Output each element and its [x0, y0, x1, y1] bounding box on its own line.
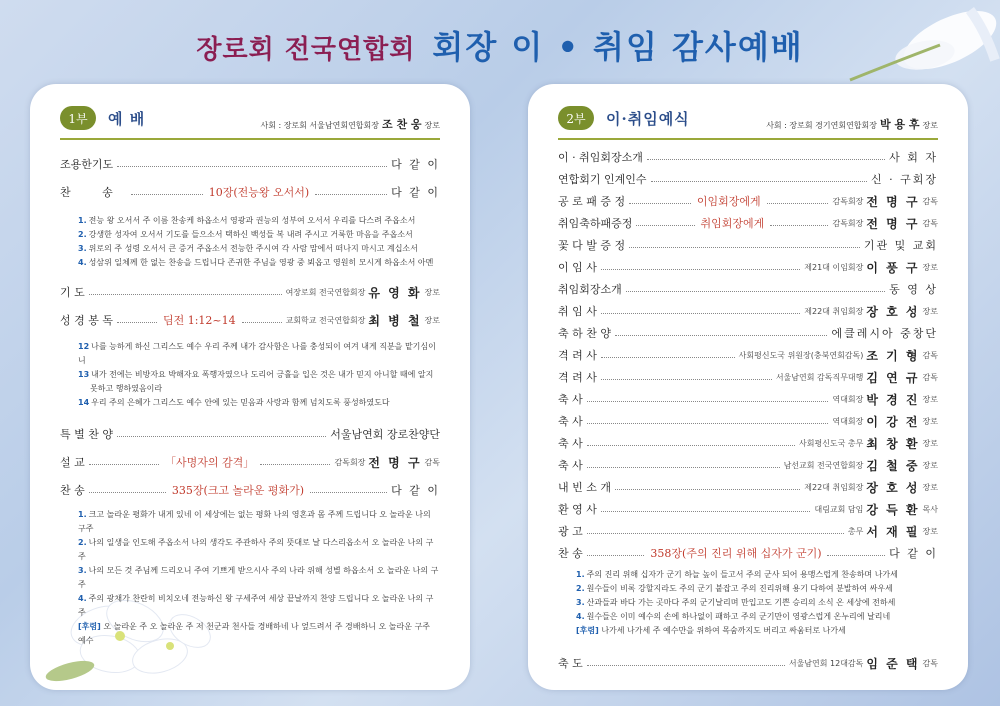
calla-lily-icon [830, 0, 1000, 90]
benediction [558, 652, 938, 674]
right-panel-header [558, 98, 938, 140]
program-row: 꽃 다 발 증 정 기관 및 교회 [558, 239, 938, 252]
program-row: 취임축하패증정 취임회장에게 감독회장 전 명 구 감독 [558, 216, 938, 231]
left-panel-header [60, 98, 440, 140]
program-row: 환 영 사 대림교회 담임 강 득 환 목사 [558, 502, 938, 517]
program-row: 취 임 사 제22대 취임회장 장 호 성 장로 [558, 304, 938, 319]
program-row: 찬 송 335장(크고 놀라운 평화가) 다 같 이 [60, 484, 440, 497]
program-row: 축 사 역대회장 이 강 전 장로 [558, 414, 938, 429]
hymn-lyrics-3: 1. 주의 진리 위해 십자가 군기 하늘 높이 들고서 주의 군사 되어 용맹스럽게 찬송하며 나가세 2. 원수들이 비록 강할지라도 주의 군기 붙잡고 주의 진리위해 용기 다하여 분발하여 싸우세 3. 산과들과 바다 가는 곳마다 주의 군기날리며 만입고도 기쁜 승리의 소식 온 세상에 전하세 4. 원수들은 이미 예수의 손에 하나없이 패하고 주의 군기만이 영광스럽게 온누리에 날리네 [후렴] 나가세 나가세 주 예수만을 위하여 목숨까지도 버리고 싸움터로 나가세 [576, 570, 898, 635]
title-event: 회장 이 • 취임 감사예배 [432, 28, 804, 66]
program-row: 격 려 사 사회평신도국 위원장(충북연회감독) 조 기 형 감독 [558, 348, 938, 363]
left-program-list-2 [60, 278, 440, 334]
program-row: 이 · 취임회장소개 사 회 자 [558, 151, 938, 164]
hymn-lyrics-2: 1. 크고 놀라운 평화가 내게 있네 이 세상에는 없는 평화 나의 영혼과 몸 주께 드립니다 오 놀라운 나의 구주 2. 나의 일생을 인도해 주옵소서 나의 생각도 주관하사 주의 뜻대로 날 다스리옵소서 오 놀라운 나의 구주 3. 나의 모든 것 주님께 드리오니 주여 기쁘게 받으시사 주의 나라 위해 성별 하옵소서 오 놀라운 나의 구주 4. 주의 광채가 찬란히 비치오네 전능하신 왕 구세주여 세상 끝날까지 찬양 드립니다 오 놀라운 나의 구주 [후렴] 오 놀라운 주 오 놀라운 주 저 천군과 천사들 경배하네 나 엎드려서 주 경배하니 오 놀라운 구주 예수 [78, 510, 439, 645]
program-row: 조용한기도 다 같 이 [60, 158, 440, 171]
title-org: 장로회 전국연합회 [196, 35, 416, 65]
program-row: 이 임 사 제21대 이임회장 이 풍 구 장로 [558, 260, 938, 275]
program-row: 취임회장소개 동 영 상 [558, 283, 938, 296]
part-title: 예 배 [108, 109, 146, 128]
program-row: 격 려 사 서울남연회 감독직무대행 김 연 규 감독 [558, 370, 938, 385]
program-row: 찬 송 358장(주의 진리 위해 십자가 군기) 다 같 이 [558, 547, 939, 560]
program-row: 내 빈 소 개 제22대 취임회장 장 호 성 장로 [558, 480, 938, 495]
hymn-lyrics: 1. 전능 왕 오서서 주 이름 찬송케 하옵소서 영광과 권능의 성부여 오서서 우리를 다스려 주옵소서 2. 강생한 성자여 오서서 기도를 들으소서 택하신 백성들 복 내려 주시고 거룩한 마음을 주옵소서 3. 위로의 주 성령 오서서 큰 증거 주옵소서 전능한 주시여 각 사람 맘에서 떠나지 마시고 계십소서 4. 성삼위 일체께 한 없는 찬송을 드립니다 존귀한 주님을 영광 중 뵈옵고 영원히 모시게 하옵소서 아멘 [78, 216, 434, 267]
program-row: 축 사 역대회장 박 경 진 장로 [558, 392, 938, 407]
program-row: 축 사 남선교회 전국연합회장 김 철 중 장로 [558, 458, 938, 473]
right-program-list [558, 146, 938, 564]
part-badge: 1부 [60, 106, 96, 130]
left-panel-worship [30, 84, 470, 690]
program-row: 축 도 서울남연회 12대감독 임 준 택 감독 [558, 656, 938, 671]
program-row: 연합회기 인계인수 신 · 구회장 [558, 173, 938, 186]
program-row: 특 별 찬 양 서울남연회 장로찬양단 [60, 428, 440, 441]
right-panel-ceremony [528, 84, 968, 690]
program-row: 성 경 봉 독 딤전 1:12~14 교회학교 전국연합회장 최 병 철 장로 [60, 313, 441, 328]
scripture-text: 12 나를 능하게 하신 그리스도 예수 우리 주께 내가 감사함은 나를 충성되이 여겨 내게 직분을 맡기심이니 13 내가 전에는 비방자요 박해자요 폭행자였으나 도리어 긍휼을 입은 것은 내가 믿지 아니할 때에 알지 못하고 행하였음이라 14 우리 주의 은혜가 그리스도 예수 안에 있는 믿음과 사랑과 함께 넘치도록 풍성하였도다 [78, 342, 436, 407]
program-row: 공 로 패 증 정 이임회장에게 감독회장 전 명 구 감독 [558, 194, 939, 209]
program-row: 축 하 찬 양 에클레시아 중창단 [558, 327, 938, 340]
presider: 사회 : 장로회 서울남연회연합회장 조 찬 웅 장로 [260, 118, 440, 131]
part-badge: 2부 [558, 106, 594, 130]
program-row: 설 교 「사명자의 감격」 감독회장 전 명 구 감독 [60, 455, 441, 470]
program-row: 광 고 총무 서 재 필 장로 [558, 524, 938, 539]
presider: 사회 : 장로회 경기연회연합회장 박 용 후 장로 [766, 118, 938, 131]
program-row: 축 사 사회평신도국 총무 최 창 환 장로 [558, 436, 938, 451]
left-program-list-3 [60, 420, 440, 504]
program-row: 찬 송 10장(전능왕 오서서) 다 같 이 [60, 186, 440, 199]
part-title: 이·취임예식 [606, 109, 690, 128]
left-program-list [60, 150, 440, 206]
program-row: 기 도 여장로회 전국연합회장 유 영 화 장로 [60, 285, 440, 300]
